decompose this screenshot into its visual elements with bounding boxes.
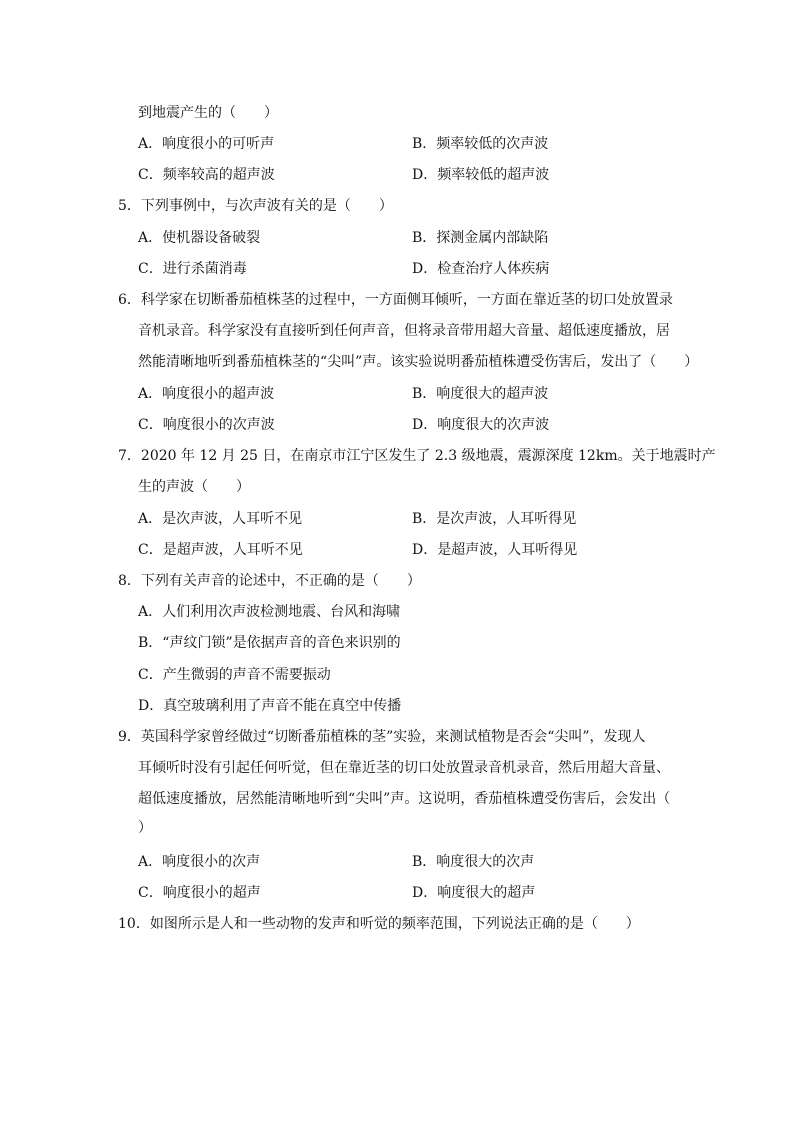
q6-stem-line-2: 音机录音。科学家没有直接听到任何声音，但将录音带用超大音量、超低速度播放，居 [138,323,670,339]
q7-stem-line-1: 7．2020 年 12 月 25 日，在南京市江宁区发生了 2.3 级地震，震源深度 12km。关于地震时产 [118,448,716,464]
q5-option-d: D．检查治疗人体疾病 [412,261,550,277]
q9-stem-line-4: ） [138,820,152,836]
q7-option-b: B．是次声波，人耳听得见 [412,511,577,527]
q9-option-a: A．响度很小的次声 [138,854,261,870]
q8-option-d: D．真空玻璃利用了声音不能在真空中传播 [138,698,402,714]
q7-option-c: C．是超声波，人耳听不见 [138,542,303,558]
q6-option-b: B．响度很大的超声波 [412,386,549,402]
q10-stem: 10．如图所示是人和一些动物的发声和听觉的频率范围，下列说法正确的是（ ） [118,916,640,932]
q5-stem: 5．下列事例中，与次声波有关的是（ ） [118,198,393,214]
q4-option-c: C．频率较高的超声波 [138,167,275,183]
q7-option-a: A．是次声波，人耳听不见 [138,511,303,527]
q4-option-b: B．频率较低的次声波 [412,136,549,152]
q4-stem-tail: 到地震产生的（ ） [138,105,278,121]
q9-option-d: D．响度很大的超声 [412,885,536,901]
q8-option-b: B．“声纹门锁”是依据声音的音色来识别的 [138,635,401,651]
q8-stem: 8．下列有关声音的论述中，不正确的是（ ） [118,573,421,589]
q5-option-c: C．进行杀菌消毒 [138,261,247,277]
q5-option-b: B．探测金属内部缺陷 [412,230,549,246]
q6-stem-line-1: 6．科学家在切断番茄植株茎的过程中，一方面侧耳倾听，一方面在靠近茎的切口处放置录 [118,292,673,308]
q6-option-d: D．响度很大的次声波 [412,417,550,433]
q6-stem-line-3: 然能清晰地听到番茄植株茎的“尖叫”声。该实验说明番茄植株遭受伤害后，发出了（ ） [138,354,699,370]
q9-option-b: B．响度很大的次声 [412,854,535,870]
q6-option-c: C．响度很小的次声波 [138,417,275,433]
q4-option-d: D．频率较低的超声波 [412,167,550,183]
q5-option-a: A．使机器设备破裂 [138,230,261,246]
q7-option-d: D．是超声波，人耳听得见 [412,542,578,558]
q9-stem-line-3: 超低速度播放，居然能清晰地听到“尖叫”声。这说明，香茄植株遭受伤害后，会发出（ [138,791,671,807]
q8-option-a: A．人们利用次声波检测地震、台风和海啸 [138,604,401,620]
q7-stem-line-2: 生的声波（ ） [138,479,250,495]
q4-option-a: A．响度很小的可听声 [138,136,275,152]
q9-option-c: C．响度很小的超声 [138,885,261,901]
q6-option-a: A．响度很小的超声波 [138,386,275,402]
q9-stem-line-1: 9．英国科学家曾经做过“切断番茄植株的茎”实验，来测试植物是否会“尖叫”，发现人 [118,729,646,745]
q9-stem-line-2: 耳倾听时没有引起任何听觉，但在靠近茎的切口处放置录音机录音，然后用超大音量、 [138,760,670,776]
q8-option-c: C．产生微弱的声音不需要振动 [138,667,331,683]
